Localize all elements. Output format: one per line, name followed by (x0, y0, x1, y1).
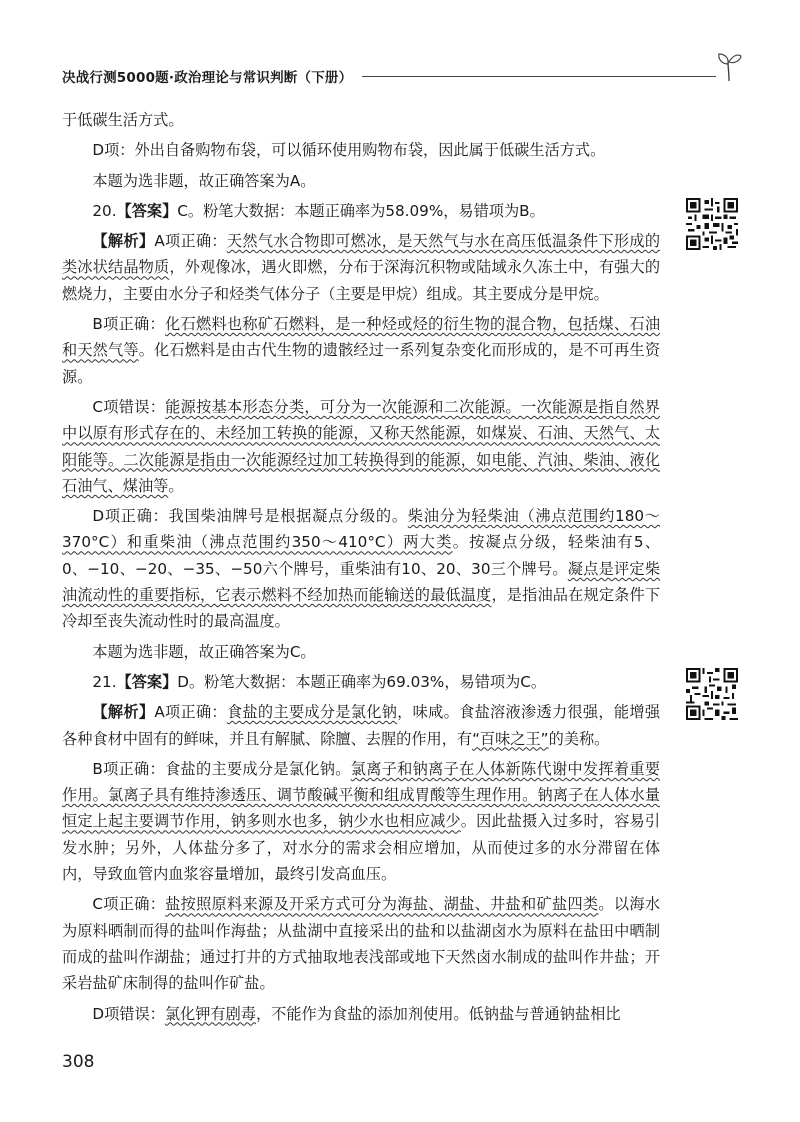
q21-answer: 21.【答案】D。粉笔大数据：本题正确率为69.03%，易错项为C。 (92, 672, 547, 691)
q21-option-a: 【解析】A项正确：食盐的主要成分是氯化钠，味咸。食盐溶液渗透力很强，能增强各种食材中固有的鲜味，并且有解腻、除膻、去腥的作用，有“百味之王”的美称。 (62, 703, 661, 748)
paragraph: 本题为选非题，故正确答案为C。 (92, 642, 316, 661)
paragraph: 于低碳生活方式。 (62, 111, 184, 129)
qr-code-q21[interactable] (686, 668, 738, 720)
q21-option-c: C项正确：盐按照原料来源及开采方式可分为海盐、湖盐、井盐和矿盐四类。以海水为原料晒制而得的盐叫作海盐；从盐湖中直接采出的盐和以盐湖卤水为原料在盐田中晒制而成的盐叫作湖盐；通过打井的方式抽取地表浅部或地下天然卤水制成的盐叫作井盐；开采岩盐矿床制得的盐叫作矿盐。 (62, 895, 661, 993)
answer-tag: 【答案】 (116, 672, 178, 691)
paragraph: D项：外出自备购物布袋，可以循环使用购物布袋，因此属于低碳生活方式。 (92, 141, 606, 160)
q20-option-c: C项错误：能源按基本形态分类，可分为一次能源和二次能源。一次能源是指自然界中以原有形式存在的、未经加工转换的能源，又称天然能源，如煤炭、石油、天然气、太阳能等。二次能源是指由一次能源经过加工转换得到的能源，如电能、汽油、柴油、液化石油气、煤油等。 (62, 397, 660, 495)
answer-tag: 【答案】 (116, 201, 178, 220)
explanation-content (62, 107, 660, 1027)
q20-option-b: B项正确：化石燃料也称矿石燃料，是一种烃或烃的衍生物的混合物，包括煤、石油和天然气等。化石燃料是由古代生物的遗骸经过一系列复杂变化而形成的，是不可再生资源。 (62, 315, 661, 386)
q21-option-d: D项错误：氯化钾有剧毒，不能作为食盐的添加剂使用。低钠盐与普通钠盐相比 (92, 1004, 621, 1023)
analysis-tag: 【解析】 (92, 232, 155, 251)
q20-option-d: D项正确：我国柴油牌号是根据凝点分级的。柴油分为轻柴油（沸点范围约180～370°C）和重柴油（沸点范围约350～410°C）两大类。按凝点分级，轻柴油有5、0、−10、−20、−35、−50六个牌号，重柴油有10、20、30三个牌号。凝点是评定柴油流动性的重要指标，它表示燃料不经加热而能输送的最低温度，是指油品在规定条件下冷却至丧失流动性时的最高温度。 (62, 507, 661, 631)
q21-option-b: B项正确：食盐的主要成分是氯化钠。氯离子和钠离子在人体新陈代谢中发挥着重要作用。氯离子具有维持渗透压、调节酸碱平衡和组成胃酸等生理作用。钠离子在人体水量恒定上起主要调节作用，钠多则水也多，钠少水也相应减少。因此盐摄入过多时，容易引发水肿；另外，人体盐分多了，对水分的需求会相应增加，从而使过多的水分滞留在体内，导致血管内血浆容量增加，最终引发高血压。 (62, 759, 661, 884)
analysis-tag: 【解析】 (92, 703, 155, 722)
q20-option-a: 【解析】A项正确：天然气水合物即可燃冰，是天然气与水在高压低温条件下形成的类冰状结晶物质，外观像冰，遇火即燃，分布于深海沉积物或陆域永久冻土中，有强大的燃烧力，主要由水分子和烃类气体分子（主要是甲烷）组成。其主要成分是甲烷。 (62, 232, 661, 303)
book-title: 决战行测5000题·政治理论与常识判断（下册） (62, 70, 353, 86)
page-number: 308 (62, 1052, 95, 1072)
sprout-icon (716, 52, 742, 82)
q20-answer: 20.【答案】C。粉笔大数据：本题正确率为58.09%，易错项为B。 (92, 201, 545, 220)
qr-code-q20[interactable] (686, 198, 738, 250)
header-rule (362, 76, 716, 77)
running-header (62, 64, 742, 88)
paragraph: 本题为选非题，故正确答案为A。 (92, 171, 316, 190)
